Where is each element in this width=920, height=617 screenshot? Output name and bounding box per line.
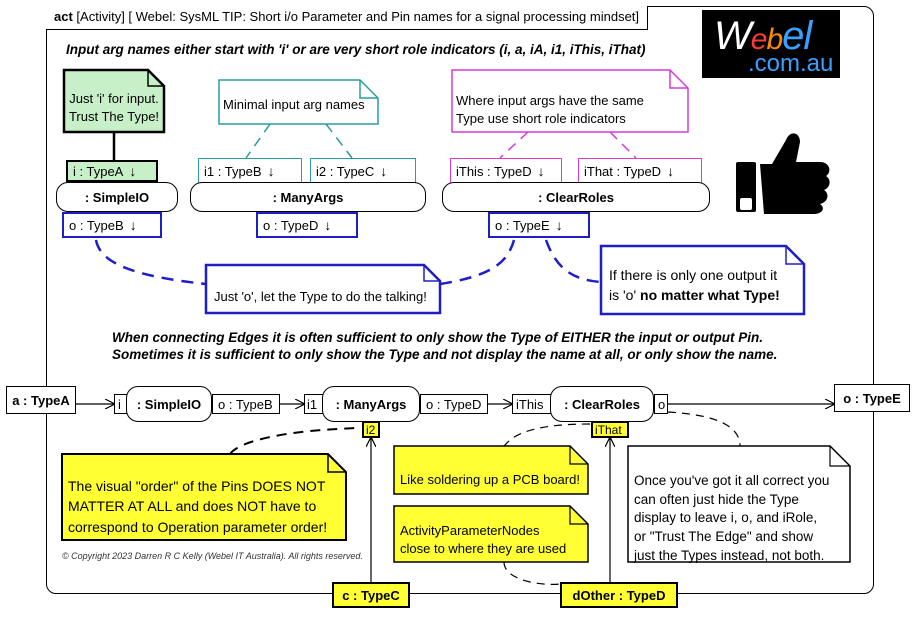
simple-in-pin[interactable]: i : TypeA ↓: [66, 160, 158, 182]
heading-edges-1: When connecting Edges it is often sufficient to only show the Type of EITHER the input or output Pin.: [112, 330, 763, 345]
clearroles-action-flow[interactable]: : ClearRoles: [550, 386, 654, 422]
webel-logo: [702, 10, 840, 78]
note-just-o: Just 'o', let the Type to do the talking!: [214, 289, 427, 304]
many-out-pin[interactable]: o : TypeD ↓: [256, 212, 358, 238]
flow-many-bottom-pin[interactable]: i2: [362, 421, 380, 438]
note-just-i: Just 'i' for input. Trust The Type!: [68, 91, 160, 124]
frame-title: [Activity] [ Webel: SysML TIP: Short i/o Parameter and Pin names for a signal processing mindset]: [76, 9, 640, 24]
arrow-down-icon: ↓: [129, 217, 137, 233]
note-order: The visual "order" of the Pins DOES NOT MATTER AT ALL and does NOT have to correspond to Operation parameter order!: [68, 478, 328, 535]
heading-input-args: Input arg names either start with 'i' or are very short role indicators (i, a, iA, i1, iThis, iThat): [66, 42, 646, 57]
simple-out-pin[interactable]: o : TypeB ↓: [62, 212, 162, 238]
flow-many-out-pin[interactable]: o : TypeD: [420, 394, 488, 414]
param-node-c[interactable]: c : TypeC: [332, 582, 410, 608]
arrow-down-icon: ↓: [380, 163, 388, 179]
arrow-down-icon: ↓: [555, 217, 563, 233]
param-node-dother[interactable]: dOther : TypeD: [560, 582, 678, 608]
clear-out-pin[interactable]: o : TypeE ↓: [488, 212, 590, 238]
many-in1-pin[interactable]: i1 : TypeB ↓: [198, 158, 302, 184]
heading-edges-2: Sometimes it is sufficient to only show the Type and not display the name at all, or only show the name.: [112, 347, 778, 362]
clearroles-action-top[interactable]: : ClearRoles: [442, 182, 710, 212]
flow-clear-bottom-pin[interactable]: iThat: [591, 421, 629, 438]
simpleio-action-flow[interactable]: : SimpleIO: [126, 386, 212, 422]
param-node-a[interactable]: a : TypeA: [6, 386, 76, 414]
note-where: Where input args have the same Type use short role indicators: [456, 93, 644, 126]
many-in2-pin[interactable]: i2 : TypeC ↓: [310, 158, 416, 184]
note-only-one: If there is only one output it is 'o' no matter what Type!: [609, 267, 780, 303]
clear-in1-pin[interactable]: iThis : TypeD ↓: [450, 158, 562, 184]
logo-domain: .com.au: [748, 50, 834, 77]
flow-many-in-pin[interactable]: i1: [304, 394, 324, 414]
arrow-down-icon: ↓: [129, 163, 137, 179]
frame-kind: act: [54, 9, 73, 24]
arrow-down-icon: ↓: [324, 217, 332, 233]
logo-wordmark: Webel: [714, 14, 812, 58]
manyargs-action-flow[interactable]: : ManyArgs: [322, 386, 420, 422]
manyargs-action-top[interactable]: : ManyArgs: [190, 182, 426, 212]
arrow-down-icon: ↓: [667, 163, 675, 179]
flow-clear-in-pin[interactable]: iThis: [512, 394, 552, 414]
note-soldering: Like soldering up a PCB board!: [400, 472, 580, 487]
simpleio-action-top[interactable]: : SimpleIO: [56, 182, 178, 212]
frame-tab: [46, 6, 648, 30]
flow-clear-out-pin[interactable]: o: [654, 394, 668, 414]
note-apn: ActivityParameterNodes close to where they are used: [400, 523, 567, 556]
note-minimal: Minimal input arg names: [223, 97, 365, 112]
param-node-o[interactable]: o : TypeE: [834, 384, 910, 412]
arrow-down-icon: ↓: [537, 163, 545, 179]
clear-in2-pin[interactable]: iThat : TypeD ↓: [578, 158, 702, 184]
copyright-text: © Copyright 2023 Darren R C Kelly (Webel IT Australia). All rights reserved.: [62, 551, 363, 561]
arrow-down-icon: ↓: [267, 163, 275, 179]
flow-simple-in-pin[interactable]: i: [114, 394, 128, 414]
flow-simple-out-pin[interactable]: o : TypeB: [212, 394, 280, 414]
note-once: Once you've got it all correct you can often just hide the Type display to leave i, o, and iRole, or "Trust The Edge" and show just the Types instead, not both.: [634, 473, 830, 563]
